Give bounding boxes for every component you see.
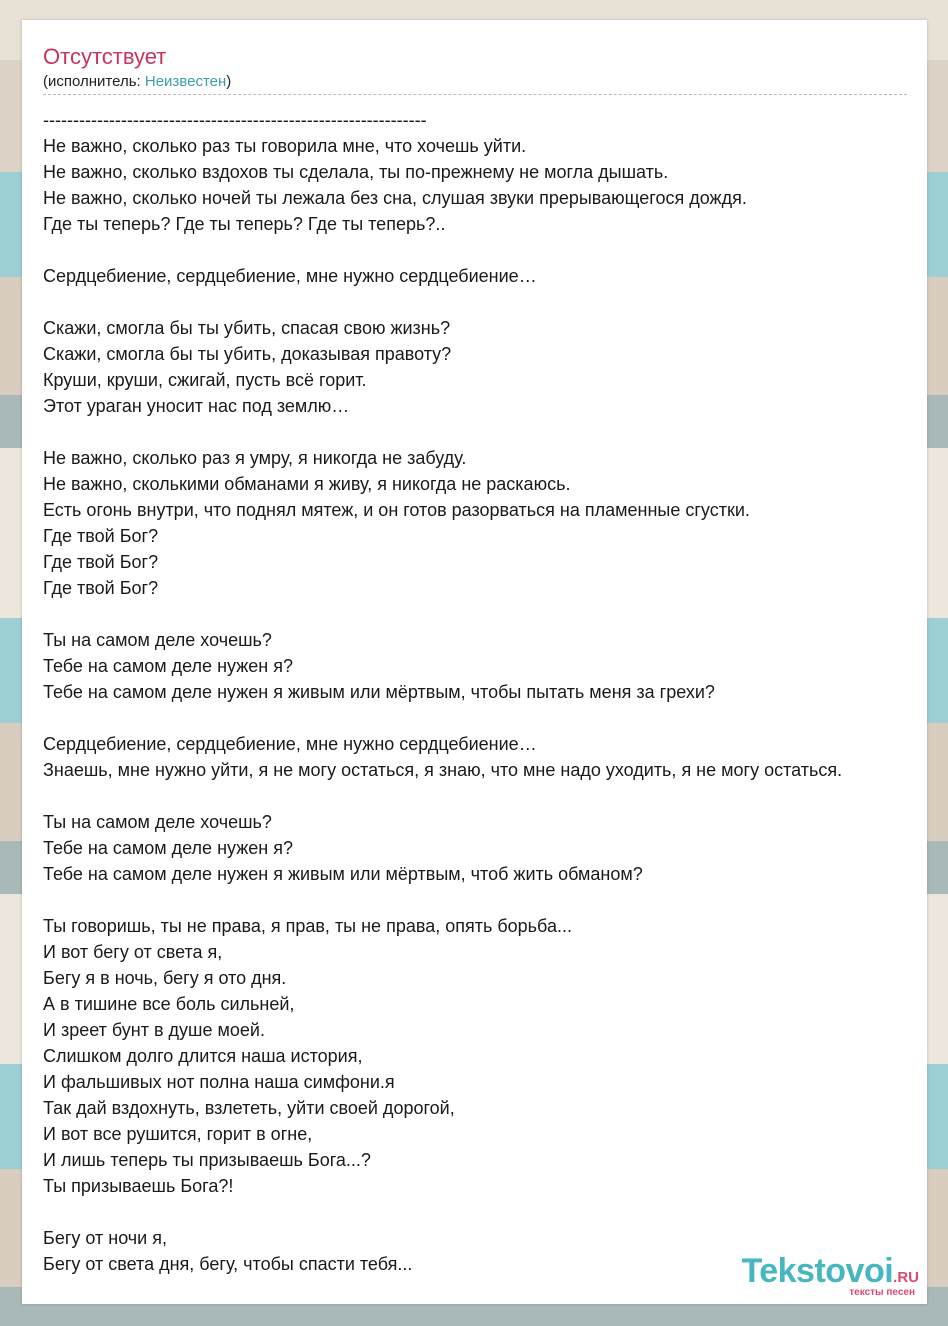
lyric-line: И зреет бунт в душе моей. xyxy=(43,1020,265,1040)
lyric-line: Скажи, смогла бы ты убить, спасая свою жизнь? xyxy=(43,318,451,338)
lyric-line: Так дай вздохнуть, взлететь, уйти своей дорогой, xyxy=(43,1098,455,1118)
lyric-line: Не важно, сколько вздохов ты сделала, ты по-прежнему не могла дышать. xyxy=(43,162,669,182)
lyric-blank-line xyxy=(43,1199,948,1225)
lyric-line: Бегу я в ночь, бегу я ото дня. xyxy=(43,968,287,988)
lyric-line: Тебе на самом деле нужен я? xyxy=(43,656,293,676)
lyric-line: Ты на самом деле хочешь? xyxy=(43,812,272,832)
site-logo[interactable] xyxy=(709,1254,919,1298)
lyric-blank-line xyxy=(43,419,948,445)
artist-link[interactable]: Неизвестен xyxy=(144,73,227,90)
lyric-line: Этот ураган уносит нас под землю… xyxy=(43,396,350,416)
header-divider xyxy=(43,94,907,95)
lyric-line: Ты призываешь Бога?! xyxy=(43,1176,234,1196)
lyric-line: Не важно, сколько ночей ты лежала без сна, слушая звуки прерывающегося дождя. xyxy=(43,188,747,208)
logo-tld: .RU xyxy=(893,1269,919,1286)
lyric-blank-line xyxy=(43,705,948,731)
song-title: Отсутствует xyxy=(43,44,167,69)
lyric-line: Ты говоришь, ты не права, я прав, ты не права, опять борьба... xyxy=(43,916,572,936)
lyric-line: Не важно, сколькими обманами я живу, я никогда не раскаюсь. xyxy=(43,474,571,494)
lyric-line: Ты на самом деле хочешь? xyxy=(43,630,272,650)
lyric-line: Сердцебиение, сердцебиение, мне нужно сердцебиение… xyxy=(43,734,537,754)
lyric-line: Где ты теперь? Где ты теперь? Где ты теперь?.. xyxy=(43,214,446,234)
lyric-line: Не важно, сколько раз ты говорила мне, что хочешь уйти. xyxy=(43,136,527,156)
lyric-blank-line xyxy=(43,237,948,263)
lyric-line: ---------------------------------------------------------------- xyxy=(43,110,427,130)
lyric-blank-line xyxy=(43,601,948,627)
lyric-line: Где твой Бог? xyxy=(43,526,159,546)
lyric-line: Где твой Бог? xyxy=(43,578,159,598)
logo-tagline: тексты песен xyxy=(849,1287,915,1298)
lyric-line: Где твой Бог? xyxy=(43,552,159,572)
artist-line xyxy=(43,73,231,91)
lyric-line: Тебе на самом деле нужен я живым или мёртвым, чтоб жить обманом? xyxy=(43,864,643,884)
lyric-line: Бегу от света дня, бегу, чтобы спасти тебя... xyxy=(43,1254,413,1274)
lyric-blank-line xyxy=(43,289,948,315)
lyric-line: И фальшивых нот полна наша симфони.я xyxy=(43,1072,395,1092)
lyric-line: Тебе на самом деле нужен я живым или мёртвым, чтобы пытать меня за грехи? xyxy=(43,682,715,702)
lyrics-text xyxy=(43,107,948,1277)
artist-suffix: ) xyxy=(226,73,232,90)
lyrics-card xyxy=(22,20,927,1304)
lyric-blank-line xyxy=(43,887,948,913)
lyric-line: Круши, круши, сжигай, пусть всё горит. xyxy=(43,370,367,390)
lyric-blank-line xyxy=(43,783,948,809)
lyric-line: Скажи, смогла бы ты убить, доказывая правоту? xyxy=(43,344,452,364)
lyric-line: Слишком долго длится наша история, xyxy=(43,1046,363,1066)
lyric-line: И вот все рушится, горит в огне, xyxy=(43,1124,313,1144)
lyric-line: Бегу от ночи я, xyxy=(43,1228,167,1248)
lyric-line: Есть огонь внутри, что поднял мятеж, и он готов разорваться на пламенные сгустки. xyxy=(43,500,750,520)
lyric-line: Знаешь, мне нужно уйти, я не могу остаться, я знаю, что мне надо уходить, я не могу остаться. xyxy=(43,760,843,780)
logo-name: Tekstovoi xyxy=(741,1252,894,1290)
lyric-line: Тебе на самом деле нужен я? xyxy=(43,838,293,858)
lyric-line: И лишь теперь ты призываешь Бога...? xyxy=(43,1150,371,1170)
lyric-line: А в тишине все боль сильней, xyxy=(43,994,295,1014)
lyric-line: И вот бегу от света я, xyxy=(43,942,223,962)
lyric-line: Не важно, сколько раз я умру, я никогда не забуду. xyxy=(43,448,467,468)
lyric-line: Сердцебиение, сердцебиение, мне нужно сердцебиение… xyxy=(43,266,537,286)
artist-prefix: (исполнитель: xyxy=(43,73,145,90)
